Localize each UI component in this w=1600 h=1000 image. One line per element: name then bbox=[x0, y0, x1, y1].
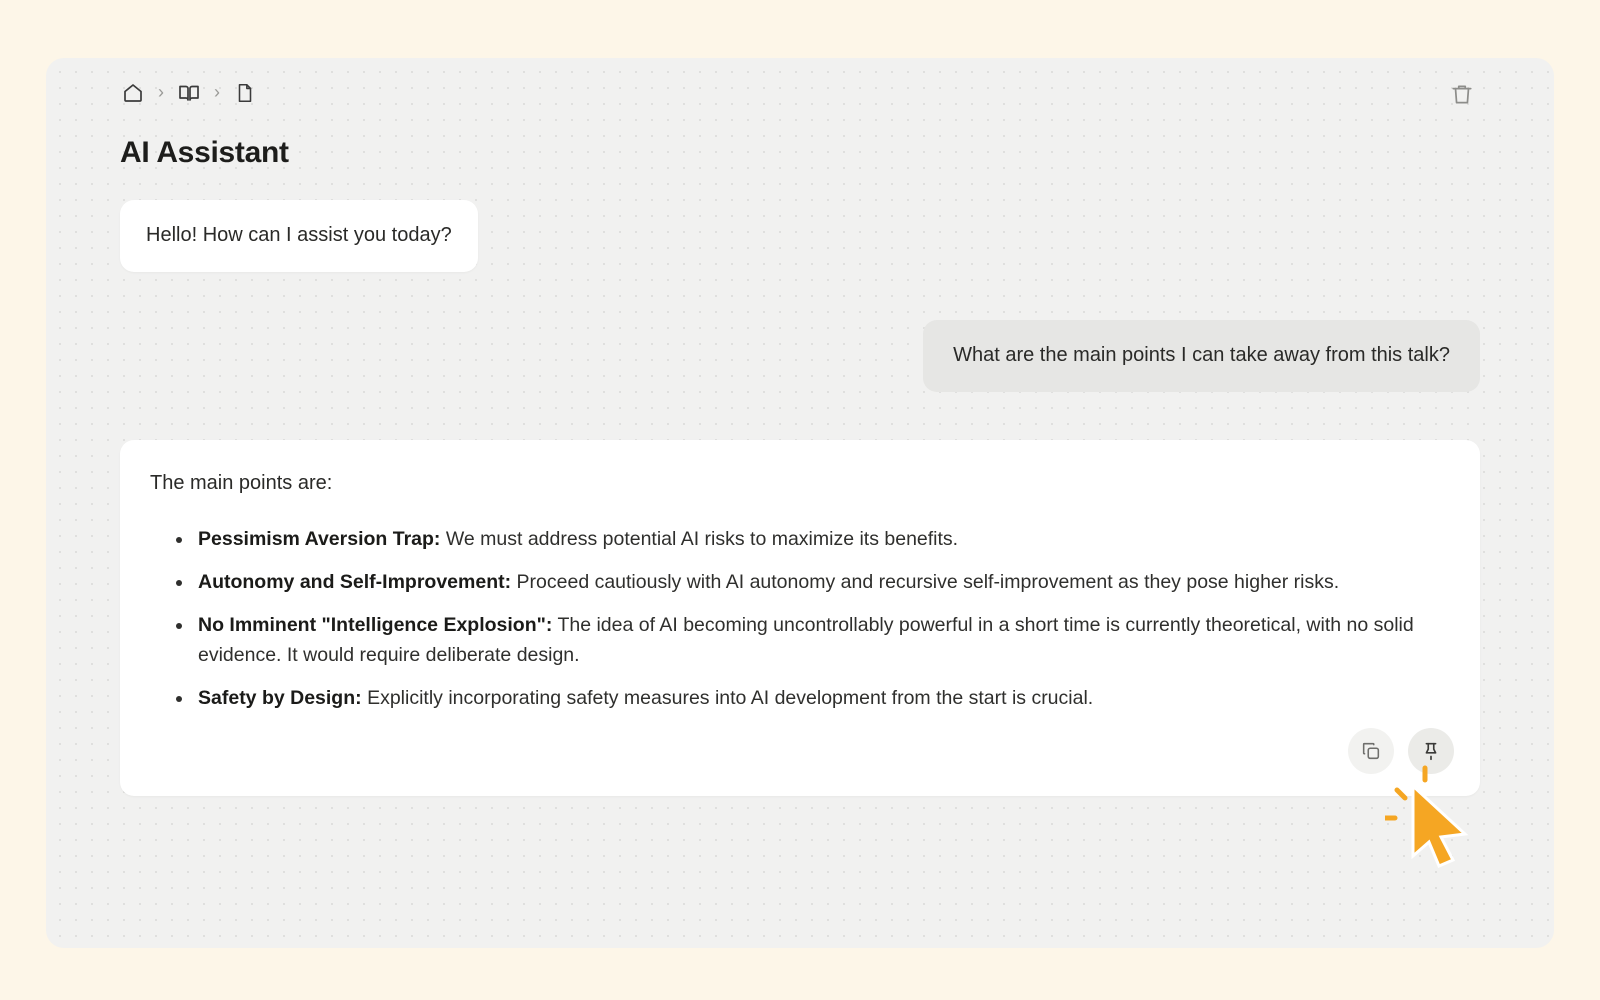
home-icon[interactable] bbox=[120, 80, 146, 106]
list-item bbox=[194, 683, 1450, 714]
assistant-answer-bubble bbox=[120, 440, 1480, 796]
assistant-greeting-text: Hello! How can I assist you today? bbox=[146, 224, 452, 246]
answer-intro: The main points are: bbox=[150, 472, 333, 494]
point-title: Safety by Design: bbox=[198, 687, 362, 710]
book-icon[interactable] bbox=[176, 80, 202, 106]
point-title: Pessimism Aversion Trap: bbox=[198, 528, 441, 550]
document-icon[interactable] bbox=[232, 80, 258, 106]
list-item bbox=[194, 610, 1450, 672]
assistant-greeting-bubble bbox=[120, 200, 478, 272]
trash-icon[interactable] bbox=[1448, 80, 1476, 108]
list-item bbox=[194, 524, 1450, 555]
app-window bbox=[46, 58, 1554, 948]
point-body: The idea of AI becoming uncontrollably powerful in a short time is currently theoretical, with no solid evidence. It would require deliberate design. bbox=[198, 613, 1414, 667]
message-actions bbox=[1348, 728, 1454, 774]
page-title: AI Assistant bbox=[120, 136, 289, 169]
breadcrumb bbox=[120, 80, 258, 106]
breadcrumb-separator: › bbox=[158, 82, 164, 102]
point-title: Autonomy and Self-Improvement: bbox=[198, 570, 512, 593]
list-item bbox=[194, 567, 1450, 598]
user-message-text: What are the main points I can take away from this talk? bbox=[953, 344, 1450, 366]
point-title: No Imminent "Intelligence Explosion": bbox=[198, 613, 553, 636]
pin-icon[interactable] bbox=[1408, 728, 1454, 774]
point-body: We must address potential AI risks to maximize its benefits. bbox=[445, 528, 959, 550]
point-body: Proceed cautiously with AI autonomy and recursive self-improvement as they pose higher risks. bbox=[516, 570, 1340, 593]
chat-thread bbox=[46, 186, 1554, 796]
point-body: Explicitly incorporating safety measures into AI development from the start is crucial. bbox=[367, 687, 1094, 710]
answer-points-list bbox=[150, 524, 1450, 714]
breadcrumb-separator-2: › bbox=[214, 82, 220, 102]
user-message-row bbox=[120, 320, 1480, 392]
user-message-bubble bbox=[923, 320, 1480, 392]
copy-icon[interactable] bbox=[1348, 728, 1394, 774]
